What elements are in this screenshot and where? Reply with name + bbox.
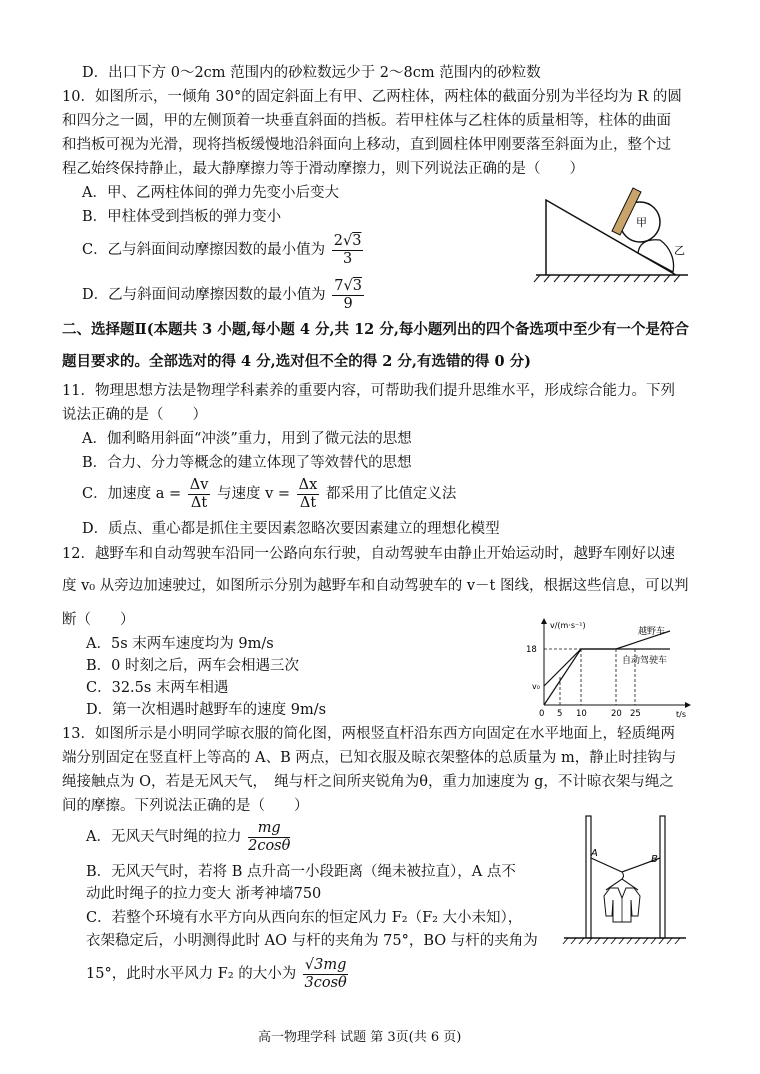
graph-v0: v₀ — [532, 682, 540, 691]
q10-option-c-num-coef: 2 — [333, 232, 343, 249]
graph-y-18: 18 — [526, 645, 537, 655]
graph-tick-20: 20 — [611, 709, 622, 719]
q11-option-c — [82, 475, 456, 513]
graph-ylabel: v/(m·s⁻¹) — [550, 621, 586, 630]
q11-fraction-a — [188, 477, 211, 512]
ground-hatching — [563, 938, 680, 944]
q11-option-a: A．伽利略用斜面“冲淡”重力，用到了微元法的思想 — [82, 431, 412, 447]
q11-frac-a-num: Δv — [189, 476, 209, 493]
q13-option-b-1: B．无风天气时，若将 B 点升高一小段距离（绳未被拉直），A 点不 — [86, 864, 516, 880]
q13-option-b-2: 动此时绳子的拉力变大 浙考神墙750 — [86, 886, 322, 902]
graph-xlabel: t/s — [676, 710, 686, 719]
q12-stem-1: 12．越野车和自动驾驶车沿同一公路向东行驶，自动驾驶车由静止开始运动时，越野车刚好以速 — [62, 546, 675, 562]
q11-frac-a-den: Δt — [190, 494, 208, 511]
q10-option-c-num-rad: 3 — [352, 232, 362, 249]
west-pole — [586, 816, 591, 938]
ground-hatching — [534, 275, 680, 282]
east-pole — [660, 816, 665, 938]
q10-incline-figure — [528, 180, 698, 285]
q13-clothesline-figure — [560, 812, 690, 947]
q9-option-d: D．出口下方 0～2cm 范围内的砂粒数远少于 2～8cm 范围内的砂粒数 — [82, 65, 541, 81]
t-axis-arrow — [685, 702, 691, 708]
q11-option-d: D．质点、重心都是抓住主要因素忽略次要因素建立的理想化模型 — [82, 521, 500, 537]
q13-stem-3: 绳接触点为 O，若是无风天气， 绳与杆之间所夹锐角为θ，重力加速度为 g，不计晾衣架与绳之 — [62, 774, 674, 790]
graph-tick-10: 10 — [576, 709, 587, 719]
q12-option-b: B．0 时刻之后，两车会相遇三次 — [86, 658, 299, 674]
graph-tick-25: 25 — [630, 709, 641, 719]
q13-option-a-text: A．无风天气时绳的拉力 — [86, 829, 242, 845]
point-a-label: A — [591, 848, 598, 859]
q10-stem-1: 10．如图所示，一倾角 30°的固定斜面上有甲、乙两柱体，两柱体的截面分别为半径均为 R 的圆 — [62, 89, 682, 105]
q10-option-b: B．甲柱体受到挡板的弹力变小 — [82, 209, 282, 225]
rope — [591, 858, 660, 872]
q10-option-d-fraction: $\frac{7√3}{9}$ — [334, 277, 362, 312]
q10-option-c — [82, 232, 365, 268]
q10-stem-4: 程乙始终保持静止，最大静摩擦力等于滑动摩擦力，则下列说法正确的是（ ） — [62, 161, 584, 177]
q12-option-c: C．32.5s 末两车相遇 — [86, 680, 229, 696]
q13-option-c-2: 衣架稳定后，小明测得此时 AO 与杆的夹角为 75°，BO 与杆的夹角为 — [86, 933, 538, 949]
graph-tick-0: 0 — [539, 709, 545, 719]
q12-stem-3: 断（ ） — [62, 612, 135, 628]
q12-vt-graph — [520, 617, 692, 721]
q11-option-c-mid: 与速度 v = — [217, 486, 291, 502]
q11-option-c-pre: C．加速度 a = — [82, 486, 182, 502]
legend-offroad: 越野车 — [638, 627, 666, 637]
q13-stem-1: 13．如图所示是小明同学晾衣服的简化图，两根竖直杆沿东西方向固定在水平地面上，轻质绳两 — [62, 726, 675, 742]
legend-autodrive: 自动驾驶车 — [622, 656, 668, 666]
q13-option-c-3 — [86, 952, 350, 996]
q11-stem-2: 说法正确的是（ ） — [62, 407, 207, 423]
q13-option-c-1: C．若整个环境有水平方向从西向东的恒定风力 F₂（F₂ 大小未知）， — [86, 910, 523, 926]
q10-option-c-den: 3 — [342, 250, 353, 267]
q13-option-a — [86, 818, 292, 856]
q13-option-a-fraction — [248, 820, 290, 855]
label-yi: 乙 — [674, 244, 685, 257]
q11-stem-1: 11．物理思想方法是物理学科素养的重要内容，可帮助我们提升思维水平，形成综合能力。下列 — [62, 383, 675, 399]
q10-stem-3: 和挡板可视为光滑，现将挡板缓慢地沿斜面向上移动，直到圆柱体甲刚要落至斜面为止，整个过 — [62, 137, 671, 153]
point-b-label: B — [651, 854, 658, 865]
q11-option-b: B．合力、分力等概念的建立体现了等效替代的思想 — [82, 455, 412, 471]
q13-option-c-num: √3mg — [304, 956, 347, 973]
q11-frac-v-den: Δt — [299, 494, 317, 511]
q13-option-c-den: 3cosθ — [304, 974, 347, 991]
q10-stem-2: 和四分之一圆，甲的左侧顶着一块垂直斜面的挡板。若甲柱体与乙柱体的质量相等，柱体的曲面 — [62, 113, 671, 129]
q10-option-d — [82, 277, 366, 313]
q11-frac-v-num: Δx — [298, 476, 318, 493]
q12-stem-2: 度 v₀ 从旁边加速驶过，如图所示分别为越野车和自动驾驶车的 v－t 图线，根据这些信息，可以判 — [62, 578, 689, 594]
q13-option-a-den: 2cosθ — [248, 837, 291, 854]
v-axis-arrow — [541, 618, 547, 624]
cylinder-yi — [638, 240, 674, 272]
q13-stem-4: 间的摩擦。下列说法正确的是（ ） — [62, 798, 309, 814]
q13-option-c-fraction — [303, 957, 349, 992]
section2-line-2: 题目要求的。全部选对的得 4 分,选对但不全的得 2 分,有选错的得 0 分) — [62, 353, 532, 370]
graph-tick-5: 5 — [557, 709, 563, 719]
q10-option-d-text: D．乙与斜面间动摩擦因数的最小值为 — [82, 287, 326, 303]
q10-option-a: A．甲、乙两柱体间的弹力先变小后变大 — [82, 185, 339, 201]
q11-option-c-post: 都采用了比值定义法 — [325, 486, 457, 502]
q12-option-d: D．第一次相遇时越野车的速度 9m/s — [86, 702, 327, 718]
q10-option-c-text: C．乙与斜面间动摩擦因数的最小值为 — [82, 242, 326, 258]
q13-option-c-3-text: 15°，此时水平风力 F₂ 的大小为 — [86, 966, 297, 982]
page-footer: 高一物理学科 试题 第 3页(共 6 页) — [258, 1030, 462, 1045]
q10-option-c-fraction: $\frac{2√3}{3}$ — [333, 232, 362, 267]
q10-option-d-num-rad: 3 — [352, 277, 362, 294]
label-jia: 甲 — [636, 216, 647, 229]
q11-fraction-v — [297, 477, 320, 512]
q12-option-a: A．5s 末两车速度均为 9m/s — [86, 636, 274, 652]
hanger-hook — [622, 872, 624, 879]
q10-option-d-num-coef: 7 — [334, 277, 344, 294]
q10-option-d-den: 9 — [343, 295, 353, 312]
q13-stem-2: 端分别固定在竖直杆上等高的 A、B 两点，已知衣服及晾衣架整体的总质量为 m，静止时挂钩与 — [62, 750, 677, 766]
q13-option-a-num: mg — [248, 820, 290, 838]
section2-line-1: 二、选择题Ⅱ(本题共 3 小题,每小题 4 分,共 12 分,每小题列出的四个备选项中至少有一个是符合 — [62, 321, 689, 338]
